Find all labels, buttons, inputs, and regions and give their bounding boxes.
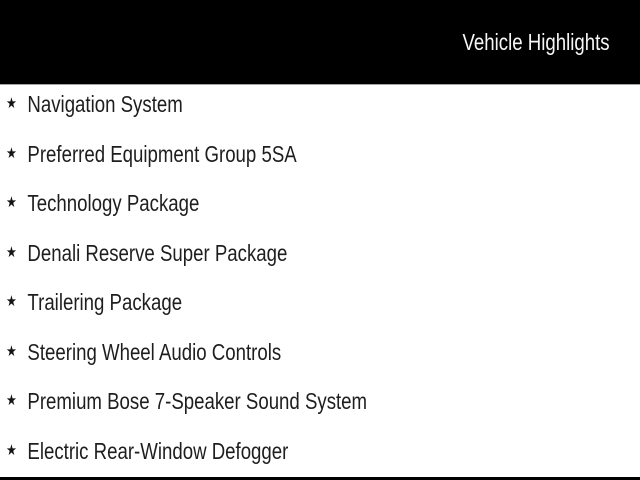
highlight-label: Navigation System — [27, 91, 183, 118]
highlight-label: Technology Package — [27, 190, 200, 217]
highlight-label: Steering Wheel Audio Controls — [27, 338, 282, 365]
list-item — [0, 328, 640, 378]
star-bullet-icon: ★ — [6, 293, 17, 311]
list-item — [0, 80, 640, 130]
highlight-label: Electric Rear-Window Defogger — [27, 437, 289, 464]
star-bullet-icon: ★ — [6, 194, 17, 212]
highlight-label: Premium Bose 7-Speaker Sound System — [27, 388, 368, 415]
star-bullet-icon: ★ — [6, 144, 17, 162]
list-item — [0, 130, 640, 180]
header-bar — [0, 0, 640, 85]
list-item — [0, 229, 640, 279]
star-bullet-icon: ★ — [6, 342, 17, 360]
highlights-list — [0, 80, 640, 476]
page-title: Vehicle Highlights — [462, 28, 610, 55]
star-bullet-icon: ★ — [6, 243, 17, 261]
list-item — [0, 278, 640, 328]
highlight-label: Denali Reserve Super Package — [27, 239, 288, 266]
star-bullet-icon: ★ — [6, 441, 17, 459]
list-item — [0, 179, 640, 229]
star-bullet-icon: ★ — [6, 392, 17, 410]
highlight-label: Preferred Equipment Group 5SA — [27, 140, 297, 167]
highlight-label: Trailering Package — [27, 289, 183, 316]
star-bullet-icon: ★ — [6, 95, 17, 113]
list-item — [0, 427, 640, 477]
list-item — [0, 377, 640, 427]
